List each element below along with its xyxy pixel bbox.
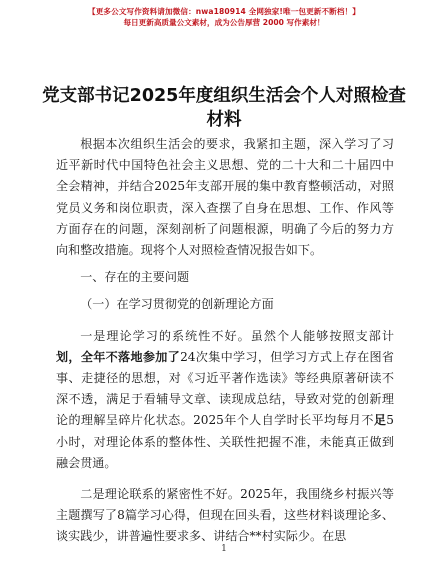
promo-banner [0,6,448,28]
point-one-paragraph [56,326,394,474]
document-body [56,134,394,548]
point-one-text-b: 划 [56,349,69,364]
promo-banner-line-2: 每日更新高质量公文素材，成为公告厚营 2000 写作素材！ [123,18,325,27]
point-one-text-a: 一是理论学习的系统性不好。虽然个人能够按照支部计 [80,328,394,343]
point-one-text-f: 5小时，对理论体系的整体性、关联性把握不准，未能真正做到融会贯通。 [56,413,394,470]
promo-banner-line-1: 【更多公文写作资料请加微信：nwa180914 全网独家!唯一包更新不断档！】 [88,7,360,16]
point-one-text-e: 足 [373,413,387,428]
page-number: 1 [221,544,227,554]
subsection-heading-theory: （一）在学习贯彻党的创新理论方面 [80,297,274,312]
document-title: 党支部书记2025年度组织生活会个人对照检查材料 [42,86,406,130]
intro-paragraph: 根据本次组织生活会的要求，我紧扣主题，深入学习了习近平新时代中国特色社会主义思想、党的二十大和二十届四中全会精神，并结合2025年支部开展的集中教育整顿活动，对照党员义务和岗位职责，深入查摆了自身在思想、工作、作风等方面存在的问题，深刻剖析了问题根源，明确了今后的努力方向和整改措施。现将个人对照检查情况报告如下。 [56,137,394,258]
section-heading-problems: 一、存在的主要问题 [80,270,190,285]
point-one-text-c: ，全年不落地参加了 [68,349,181,364]
point-two-paragraph: 二是理论联系的紧密性不好。2025年，我围绕乡村振兴等主题撰写了8篇学习心得，但现在回头看，这些材料谈理论多、谈实践少，讲普遍性要求多、讲结合**村实际少。在思 [56,487,394,544]
point-one-text-d: 24次集中学习，但学习方式上存在图省事、走捷径的思想，对《习近平著作选读》等经典原著研读不深不透，满足于看辅导文章、读现成总结，导致对党的创新理论的理解呈碎片化状态。2025年个人自学时长平均每月不 [56,349,394,428]
